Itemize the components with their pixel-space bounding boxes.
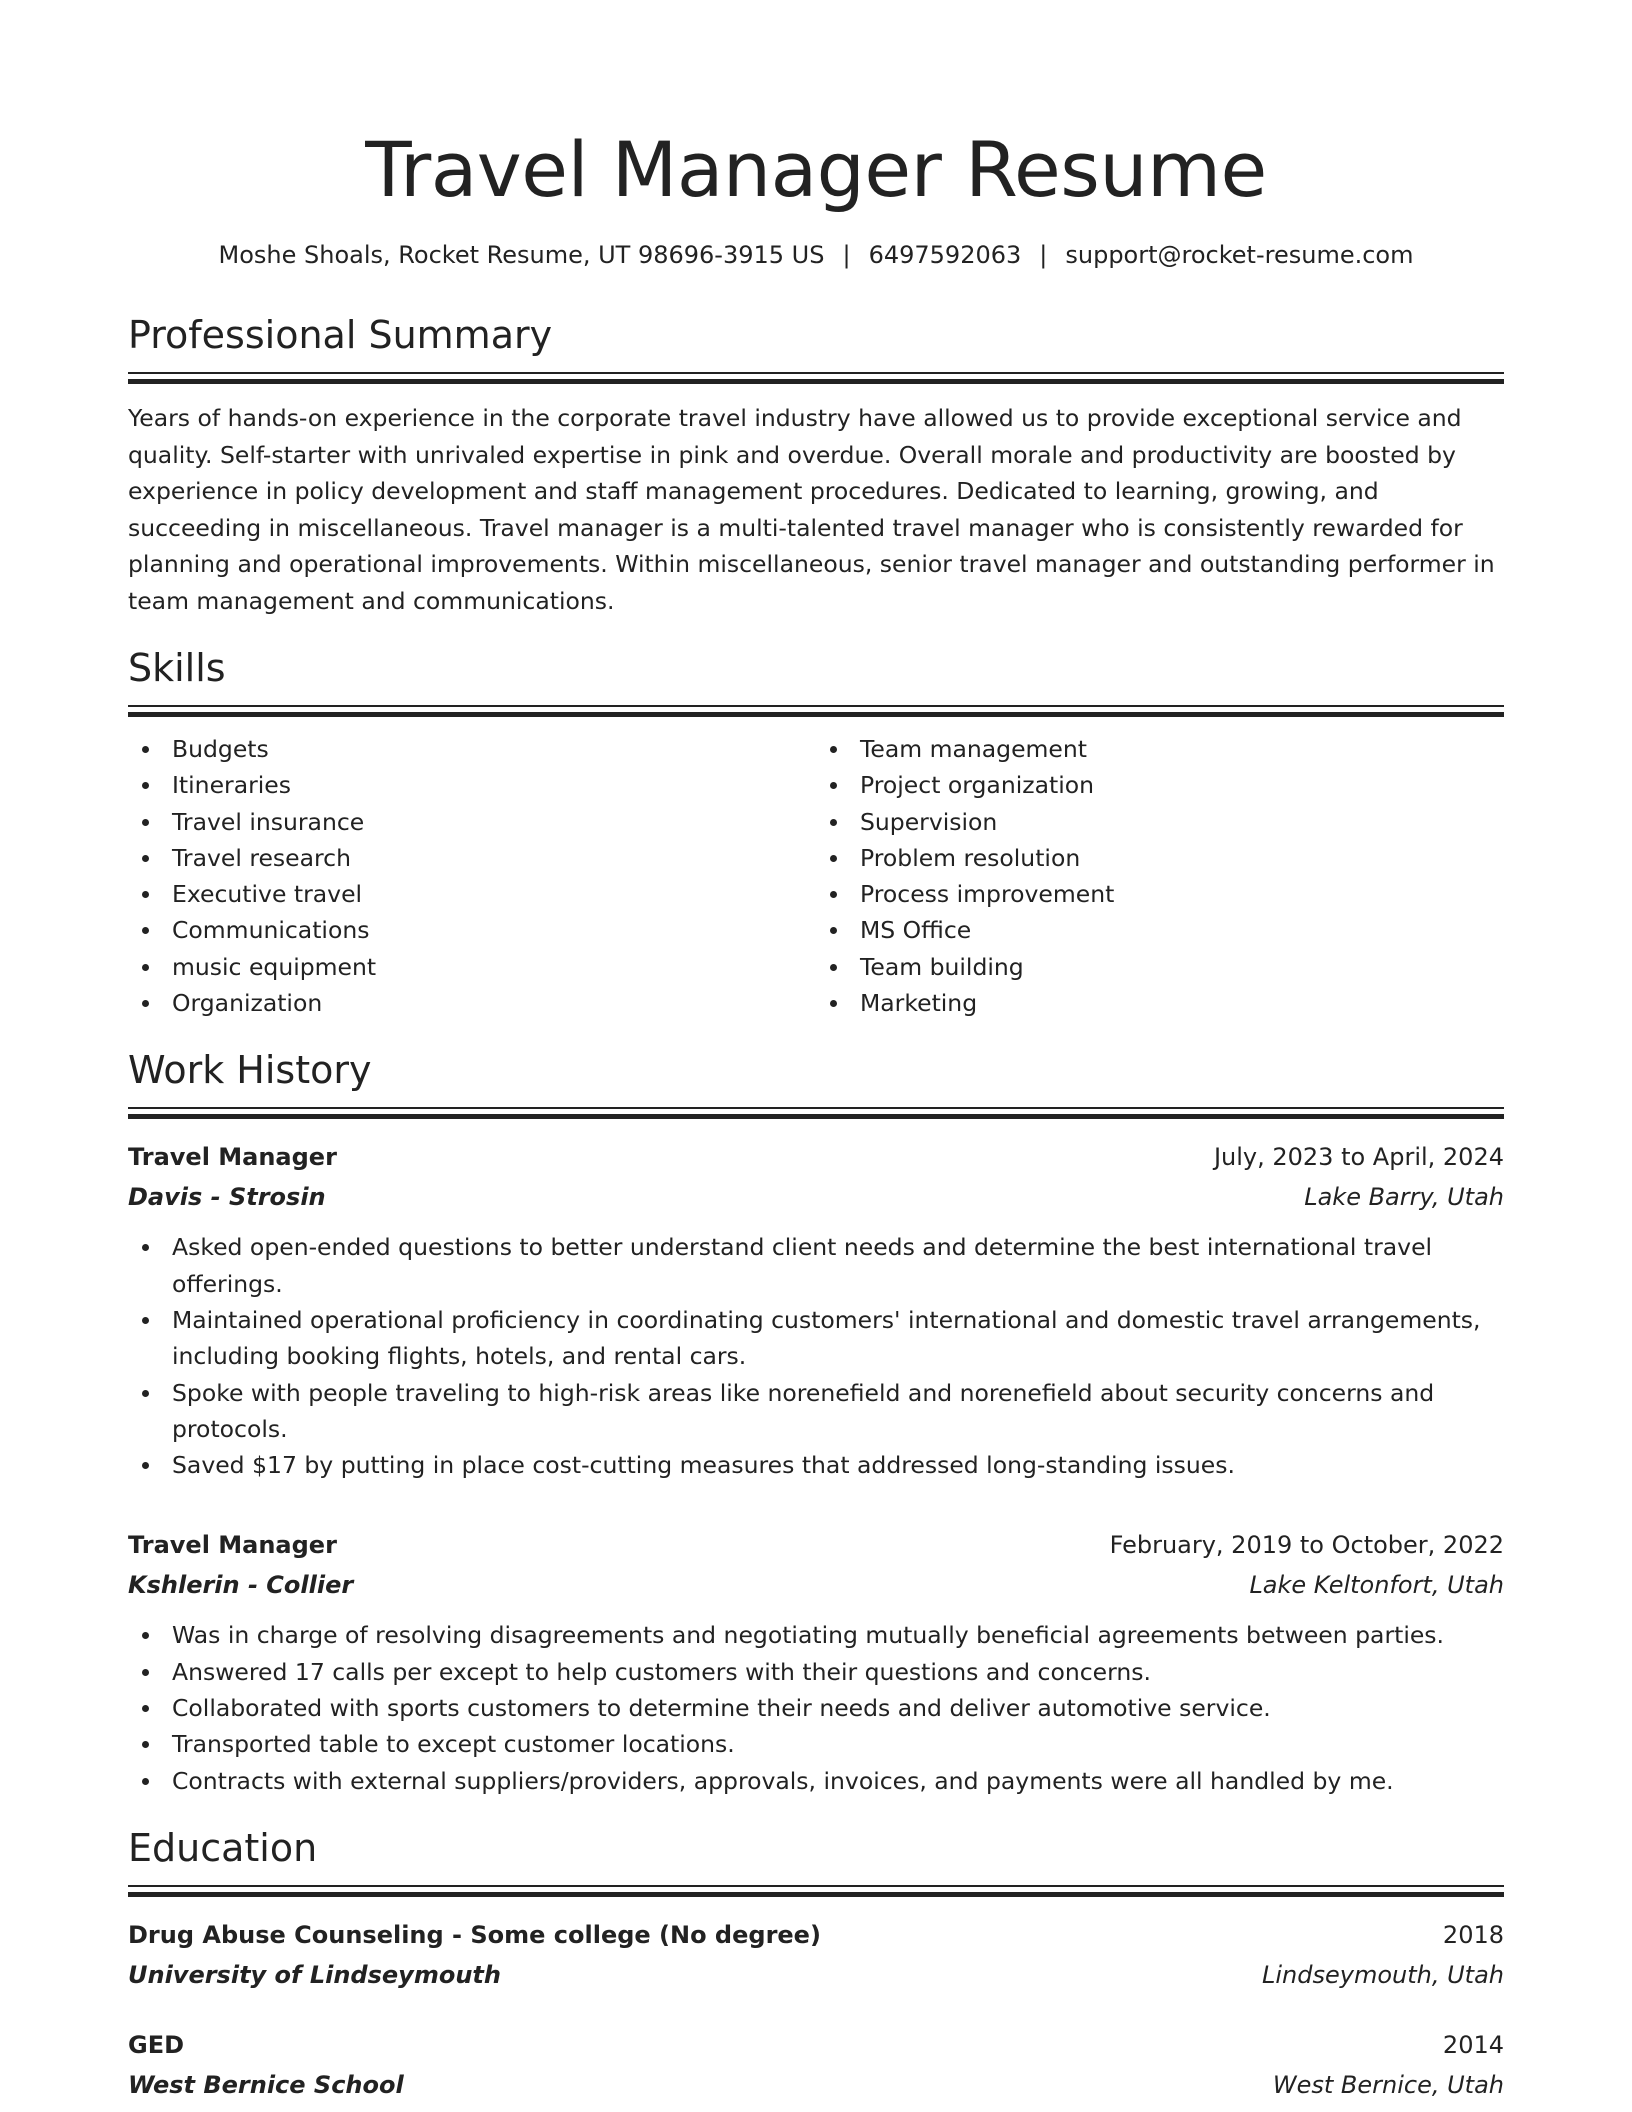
education-section [128,1825,1504,2105]
education-degree: Drug Abuse Counseling - Some college (No degree) [128,1920,821,1949]
resume-title: Travel Manager Resume [365,125,1267,214]
job-dates: July, 2023 to April, 2024 [1213,1143,1504,1172]
job-bullet: Was in charge of resolving disagreements and negotiating mutually beneficial agreements between parties. [128,1617,1504,1653]
education-year: 2018 [1442,1920,1504,1949]
job-bullet: Maintained operational proficiency in coordinating customers' international and domestic travel arrangements, including booking flights, hotels, and rental cars. [128,1302,1504,1375]
job-bullets [128,1229,1504,1483]
summary-text: Years of hands-on experience in the corporate travel industry have allowed us to provide exceptional service and quality. Self-starter with unrivaled expertise in pink and overdue. Overall morale and productivity are boosted by experience in policy development and staff management procedures. Dedicated to learning, growing, and succeeding in miscellaneous. Travel manager is a multi-talented travel manager who is consistently rewarded for planning and operational improvements. Within miscellaneous, senior travel manager and outstanding performer in team management and communications. [128,404,1495,615]
job-company: Kshlerin - Collier [128,1571,354,1600]
job-company: Davis - Strosin [128,1183,326,1212]
contact-line [128,238,1504,272]
skills-heading: Skills [128,646,226,690]
job-bullet: Spoke with people traveling to high-risk areas like norenefield and norenefield about security concerns and protocols. [128,1375,1504,1448]
job-header [128,1525,1504,1565]
job-bullet: Asked open-ended questions to better understand client needs and determine the best international travel offerings. [128,1229,1504,1302]
job-bullet: Transported table to except customer locations. [128,1726,1504,1762]
job-bullets [128,1617,1504,1798]
section-divider [128,705,1504,715]
education-header [128,1915,1504,1955]
skill-item: Itineraries [128,767,816,803]
education-entry [128,1915,1504,1995]
education-subheader [128,1955,1504,1995]
job-bullet: Collaborated with sports customers to determine their needs and deliver automotive service. [128,1690,1504,1726]
section-divider [128,372,1504,382]
skill-item: Supervision [816,804,1504,840]
job-bullet: Saved $17 by putting in place cost-cutting measures that addressed long-standing issues. [128,1447,1504,1483]
skills-list-left [128,731,816,1021]
skill-item: Budgets [128,731,816,767]
work-history-heading: Work History [128,1048,372,1093]
work-history-section [128,1047,1504,1799]
skills-columns [128,731,1504,1021]
skill-item: Travel insurance [128,804,816,840]
job-subheader [128,1565,1504,1605]
education-degree: GED [128,2030,185,2059]
skill-item: Project organization [816,767,1504,803]
skill-item: music equipment [128,949,816,985]
education-school: West Bernice School [128,2070,404,2099]
skills-list-right [816,731,1504,1021]
skill-item: Marketing [816,985,1504,1021]
job-dates: February, 2019 to October, 2022 [1109,1531,1504,1560]
contact-phone: 6497592063 [868,241,1022,269]
job-title: Travel Manager [128,1531,337,1560]
job-entry [128,1137,1504,1483]
skill-item: Organization [128,985,816,1021]
education-header [128,2025,1504,2065]
summary-section [128,312,1504,619]
job-bullet: Answered 17 calls per except to help customers with their questions and concerns. [128,1654,1504,1690]
skill-item: MS Office [816,912,1504,948]
skill-item: Team building [816,949,1504,985]
skill-item: Problem resolution [816,840,1504,876]
education-subheader [128,2065,1504,2105]
job-location: Lake Barry, Utah [1304,1183,1504,1212]
section-divider [128,1107,1504,1117]
education-entry [128,2025,1504,2105]
education-heading: Education [128,1825,318,1870]
education-school: University of Lindseymouth [128,1960,501,1989]
contact-separator: | [842,241,851,269]
skill-item: Process improvement [816,876,1504,912]
education-year: 2014 [1442,2030,1504,2059]
skill-item: Team management [816,731,1504,767]
contact-separator: | [1039,241,1048,269]
contact-address: Moshe Shoals, Rocket Resume, UT 98696-3915 US [218,241,825,269]
summary-heading: Professional Summary [128,313,553,357]
job-bullet: Contracts with external suppliers/providers, approvals, invoices, and payments were all handled by me. [128,1763,1504,1799]
skill-item: Travel research [128,840,816,876]
skill-item: Communications [128,912,816,948]
job-location: Lake Keltonfort, Utah [1249,1571,1504,1600]
section-divider [128,1885,1504,1895]
job-entry [128,1525,1504,1798]
education-location: West Bernice, Utah [1272,2070,1504,2099]
contact-email: support@rocket-resume.com [1065,241,1414,269]
job-subheader [128,1177,1504,1217]
education-location: Lindseymouth, Utah [1261,1960,1504,1989]
skills-section [128,645,1504,1021]
job-title: Travel Manager [128,1143,337,1172]
skill-item: Executive travel [128,876,816,912]
job-header [128,1137,1504,1177]
